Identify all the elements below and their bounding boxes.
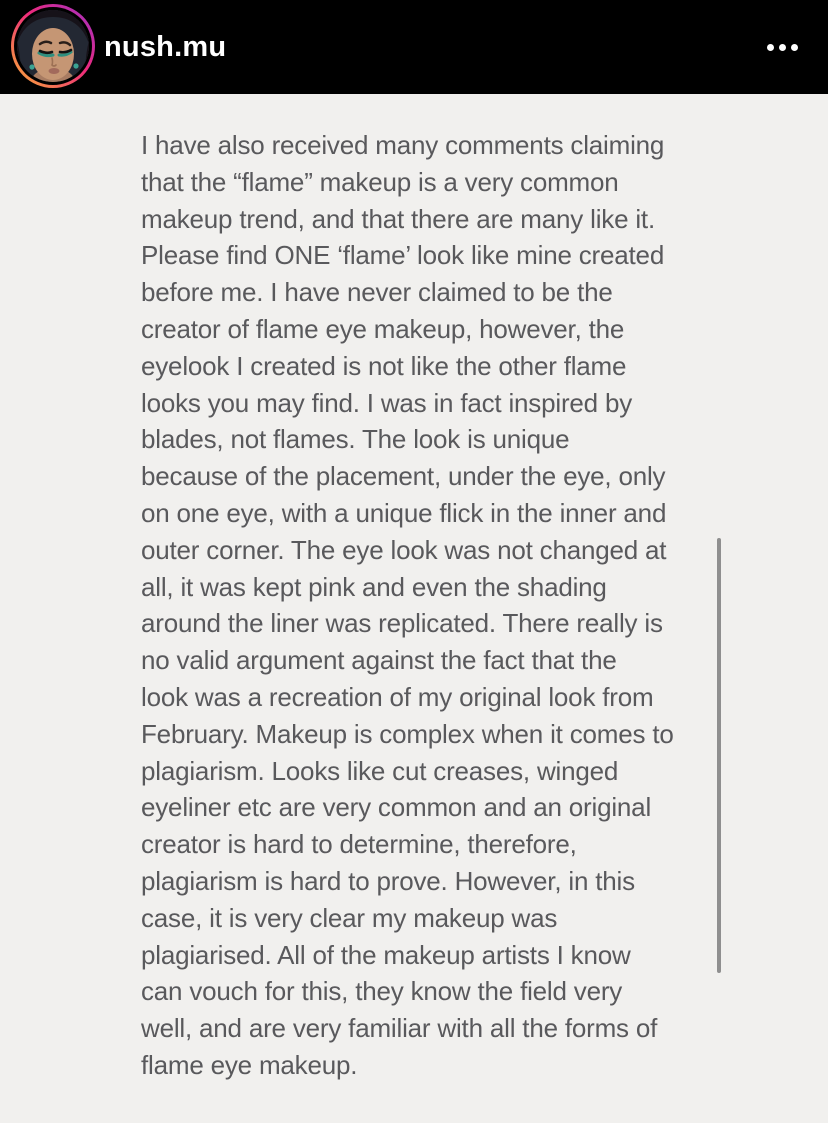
text-line: on one eye, with a unique flick in the inner and <box>141 497 667 528</box>
text-line: makeup trend, and that there are many like it. <box>141 203 655 234</box>
text-line: plagiarism is hard to prove. However, in this <box>141 865 635 896</box>
text-line: all, it was kept pink and even the shading <box>141 571 607 602</box>
text-line: February. Makeup is complex when it comes to <box>141 718 674 749</box>
text-line: creator is hard to determine, therefore, <box>141 829 577 860</box>
text-line: plagiarism. Looks like cut creases, winged <box>141 755 619 786</box>
text-line: outer corner. The eye look was not changed at <box>141 534 667 565</box>
text-line: look was a recreation of my original look from <box>141 681 654 712</box>
avatar-face-illustration <box>17 10 89 82</box>
text-line: can vouch for this, they know the field very <box>141 976 623 1007</box>
text-line: blades, not flames. The look is unique <box>141 424 570 455</box>
text-line: flame eye makeup. <box>141 1049 358 1080</box>
text-line: looks you may find. I was in fact inspired by <box>141 387 633 418</box>
text-line: because of the placement, under the eye, only <box>141 461 666 492</box>
avatar[interactable] <box>11 4 95 88</box>
text-line: around the liner was replicated. There really is <box>141 608 663 639</box>
text-line: case, it is very clear my makeup was <box>141 902 558 933</box>
text-line: no valid argument against the fact that the <box>141 645 617 676</box>
text-line: well, and are very familiar with all the forms of <box>141 1013 658 1044</box>
dot <box>767 44 774 51</box>
avatar-photo <box>17 10 89 82</box>
post-image[interactable] <box>0 94 828 1123</box>
text-line: that the “flame” makeup is a very common <box>141 166 619 197</box>
post-header <box>0 0 828 94</box>
text-line: I have also received many comments claiming <box>141 130 665 160</box>
text-line: before me. I have never claimed to be the <box>141 277 613 308</box>
post-text <box>141 127 674 1084</box>
dot <box>791 44 798 51</box>
text-line: Please find ONE ‘flame’ look like mine created <box>141 240 665 271</box>
text-line: creator of flame eye makeup, however, the <box>141 313 625 344</box>
text-line: eyeliner etc are very common and an original <box>141 792 652 823</box>
scroll-indicator[interactable] <box>717 538 721 973</box>
username[interactable]: nush.mu <box>104 30 227 63</box>
text-line: plagiarised. All of the makeup artists I know <box>141 939 631 970</box>
text-line: eyelook I created is not like the other flame <box>141 350 627 381</box>
more-options-icon[interactable] <box>767 38 798 57</box>
dot <box>779 44 786 51</box>
avatar-ring-gap <box>14 7 92 85</box>
